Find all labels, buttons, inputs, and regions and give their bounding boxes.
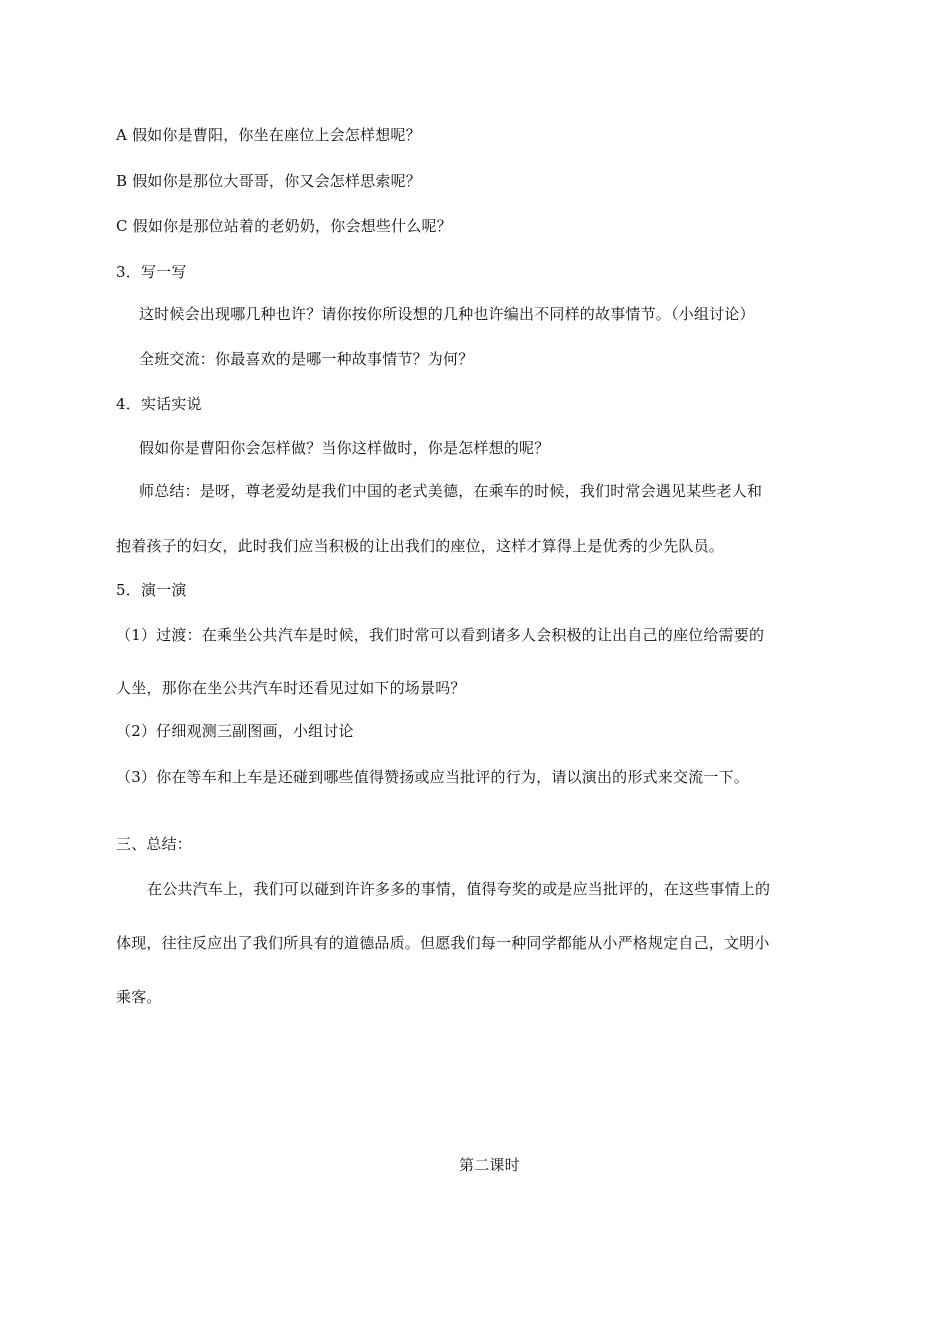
question-b: B 假如你是那位大哥哥，你又会怎样思索呢？	[116, 172, 421, 190]
conclusion-line-2: 体现，往往反应出了我们所具有的道德品质。但愿我们每一种同学都能从小严格规定自己，文明小	[116, 934, 770, 952]
section-heading-5: 5．演一演	[116, 581, 187, 599]
paragraph-write-1: 这时候会出现哪几种也许？请你按你所设想的几种也许编出不同样的故事情节。（小组讨论）	[139, 305, 755, 323]
paragraph-truth-1: 假如你是曹阳你会怎样做？当你这样做时，你是怎样想的呢？	[139, 439, 550, 457]
lesson-two-heading: 第二课时	[459, 1156, 520, 1174]
activity-2: （2）仔细观测三副图画，小组讨论	[116, 722, 354, 740]
activity-3: （3）你在等车和上车是还碰到哪些值得赞扬或应当批评的行为，请以演出的形式来交流一下。	[116, 768, 749, 786]
question-c: C 假如你是那位站着的老奶奶，你会想些什么呢？	[116, 217, 452, 235]
activity-1-line-2: 人坐，那你在坐公共汽车时还看见过如下的场景吗？	[116, 679, 466, 697]
section-heading-4: 4．实话实说	[116, 395, 202, 413]
section-heading-3: 3．写一写	[116, 263, 187, 281]
question-a: A 假如你是曹阳，你坐在座位上会怎样想呢？	[116, 126, 421, 144]
activity-1-line-1: （1）过渡：在乘坐公共汽车是时候，我们时常可以看到诸多人会积极的让出自己的座位给需要的	[116, 626, 765, 644]
conclusion-heading: 三、总结：	[116, 835, 193, 853]
conclusion-line-1: 在公共汽车上，我们可以碰到许许多多的事情，值得夸奖的或是应当批评的，在这些事情上的	[147, 880, 771, 898]
paragraph-summary-1: 师总结：是呀，尊老爱幼是我们中国的老式美德，在乘车的时候，我们时常会遇见某些老人和	[139, 482, 763, 500]
paragraph-summary-2: 抱着孩子的妇女，此时我们应当积极的让出我们的座位，这样才算得上是优秀的少先队员。	[116, 537, 725, 555]
paragraph-write-2: 全班交流：你最喜欢的是哪一种故事情节？为何？	[139, 350, 474, 368]
conclusion-line-3: 乘客。	[116, 988, 162, 1006]
